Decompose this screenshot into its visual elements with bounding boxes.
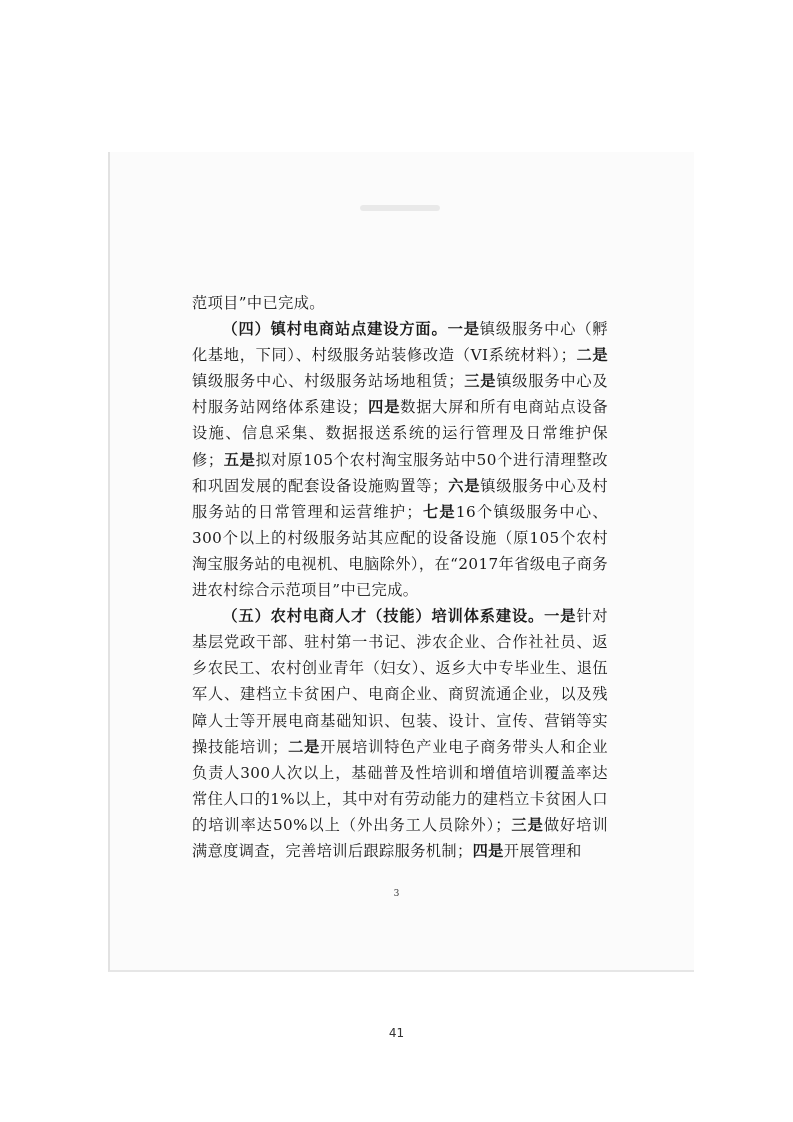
item-label: 二是 [287, 737, 321, 756]
item-text: 拟对原105个农村淘宝服务站中50个进行清理整改和巩固发展的配套设备设施购置等； [192, 450, 608, 495]
item-label: 四是 [472, 841, 504, 860]
item-label: 四是 [367, 398, 401, 417]
item-label: 五是 [223, 450, 256, 469]
item-text: 针对基层党政干部、驻村第一书记、涉农企业、合作社社员、返乡农民工、农村创业青年（妇女）、返乡大中专毕业生、退伍军人、建档立卡贫困户、电商企业、商贸流通企业，以及残障人士等开展电商基础知识、包装、设计、宣传、营销等实操技能培训； [192, 607, 609, 756]
page-number: 41 [388, 1026, 405, 1040]
item-text: 镇级服务中心及村服务站网络体系建设； [192, 372, 608, 417]
scan-smudge [360, 205, 440, 211]
item-text: 镇级服务中心及村服务站的日常管理和运营维护； [192, 476, 608, 521]
item-label: 六是 [447, 476, 481, 495]
item-label: 二是 [576, 346, 608, 365]
item-label: 七是 [422, 502, 456, 521]
item-text: 16个镇级服务中心、300个以上的村级服务站其应配的设备设施（原105个农村淘宝服务站的电视机、电脑除外），在“2017年省级电子商务进农村综合示范项目”中已完成。 [192, 502, 608, 600]
item-label: 三是 [463, 372, 497, 391]
item-label: 一是 [447, 320, 480, 339]
item-label: 三是 [510, 815, 544, 834]
item-text: 开展培训特色产业电子商务带头人和企业负责人300人次以上，基础普及性培训和增值培训覆盖率达常住人口的1%以上，其中对有劳动能力的建档立卡贫困人口的培训率达50%以上（外出务工人员除外）； [192, 737, 608, 834]
item-text: 镇级服务中心（孵化基地，下同）、村级服务站装修改造（VI系统材料）； [192, 320, 608, 365]
inner-page-number: 3 [393, 889, 400, 899]
document-body [192, 290, 608, 864]
paragraph-continuation: 范项目”中已完成。 [192, 294, 325, 312]
item-text: 数据大屏和所有电商站点设备设施、信息采集、数据报送系统的运行管理及日常维护保修； [192, 398, 608, 469]
section-5-heading: （五）农村电商人才（技能）培训体系建设。 [222, 607, 545, 626]
section-5-paragraph [192, 603, 608, 864]
section-4-heading: （四）镇村电商站点建设方面。 [222, 320, 448, 339]
item-text: 做好培训满意度调查，完善培训后跟踪服务机制； [192, 815, 608, 860]
item-label: 一是 [544, 607, 577, 626]
item-text: 开展管理和 [503, 841, 582, 860]
item-text: 镇级服务中心、村级服务站场地租赁； [192, 372, 464, 391]
section-4-paragraph [192, 316, 608, 603]
